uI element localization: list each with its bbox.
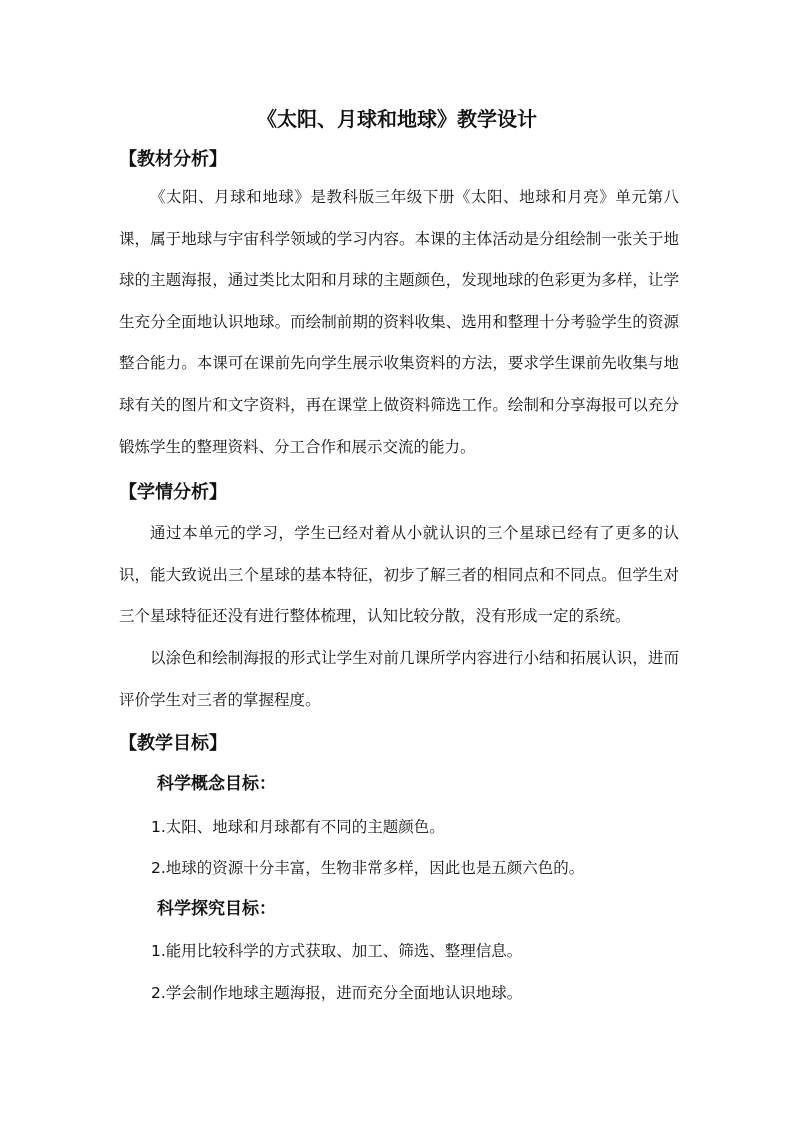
subheading-science-concept-goals: 科学概念目标：	[157, 774, 276, 794]
material-analysis-paragraph: 《太阳、月球和地球》是教科版三年级下册《太阳、地球和月亮》单元第八课，属于地球与宇宙科学领域的学习内容。本课的主体活动是分组绘制一张关于地球的主题海报，通过类比太阳和月球的主题颜色，发现地球的色彩更为多样，让学生充分全面地认识地球。而绘制前期的资料收集、选用和整理十分考验学生的资源整合能力。本课可在课前先向学生展示收集资料的方法，要求学生课前先收集与地球有关的图片和文字资料，再在课堂上做资料筛选工作。绘制和分享海报可以充分锻炼学生的整理资料、分工合作和展示交流的能力。	[119, 188, 679, 456]
section-heading-learner-analysis: 【学情分析】	[119, 482, 227, 503]
section-heading-teaching-goals: 【教学目标】	[119, 733, 227, 754]
learner-analysis-paragraph-1: 通过本单元的学习，学生已经对着从小就认识的三个星球已经有了更多的认识，能大致说出三个星球的基本特征，初步了解三者的相同点和不同点。但学生对三个星球特征还没有进行整体梳理，认知比较分散，没有形成一定的系统。	[119, 524, 679, 626]
document-title: 《太阳、月球和地球》教学设计	[257, 107, 537, 131]
learner-analysis-paragraph-2: 以涂色和绘制海报的形式让学生对前几课所学内容进行小结和拓展认识，进而评价学生对三者的掌握程度。	[119, 649, 679, 709]
section-heading-material-analysis: 【教材分析】	[119, 149, 227, 170]
concept-goal-item: 1.太阳、地球和月球都有不同的主题颜色。	[151, 818, 445, 836]
inquiry-goal-item: 2.学会制作地球主题海报，进而充分全面地认识地球。	[151, 984, 523, 1002]
concept-goal-item: 2.地球的资源十分丰富，生物非常多样，因此也是五颜六色的。	[151, 859, 585, 877]
subheading-science-inquiry-goals: 科学探究目标：	[157, 899, 276, 919]
inquiry-goal-item: 1.能用比较科学的方式获取、加工、筛选、整理信息。	[151, 942, 523, 960]
